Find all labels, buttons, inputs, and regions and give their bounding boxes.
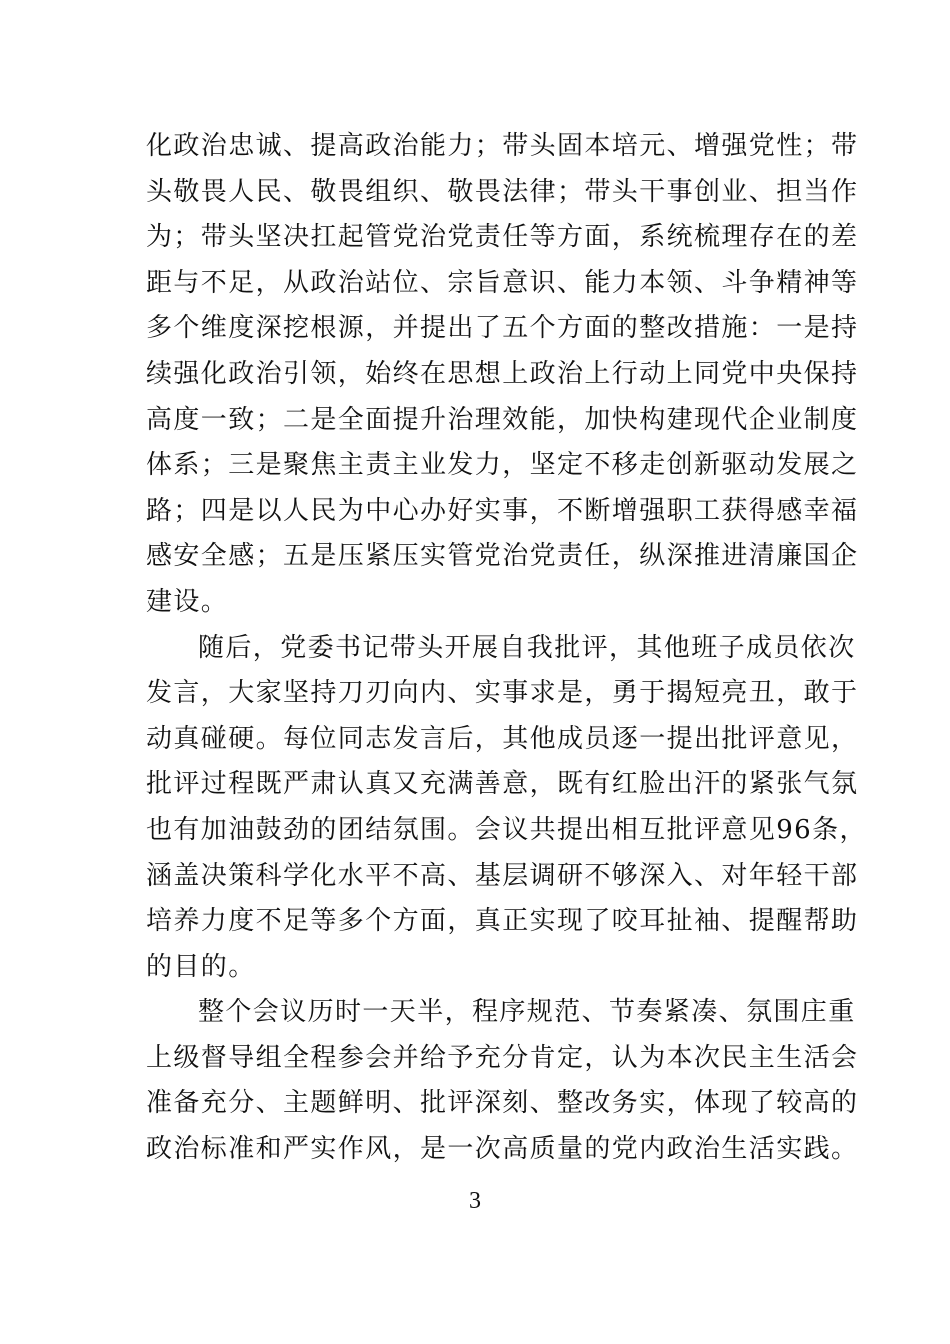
text-line: 距与不足，从政治站位、宗旨意识、能力本领、斗争精神等: [146, 267, 859, 298]
text-line: 涵盖决策科学化水平不高、基层调研不够深入、对年轻干部: [146, 860, 859, 891]
text-line: 建设。: [146, 586, 229, 617]
paragraph-1: [146, 124, 859, 626]
page-number: 3: [469, 1188, 481, 1214]
text-line: 批评过程既严肃认真又充满善意，既有红脸出汗的紧张气氛: [146, 769, 859, 800]
text-line: 整个会议历时一天半，程序规范、节奏紧凑、氛围庄重: [198, 997, 856, 1028]
text-line: 头敬畏人民、敬畏组织、敬畏法律；带头干事创业、担当作: [146, 176, 859, 207]
text-line: 为；带头坚决扛起管党治党责任等方面，系统梳理存在的差: [146, 222, 859, 253]
text-line: 多个维度深挖根源，并提出了五个方面的整改措施：一是持: [146, 313, 859, 344]
text-line: 政治标准和严实作风，是一次高质量的党内政治生活实践。: [146, 1134, 859, 1165]
text-line: 上级督导组全程参会并给予充分肯定，认为本次民主生活会: [146, 1042, 859, 1073]
paragraph-2: [146, 626, 867, 991]
text-line: 准备充分、主题鲜明、批评深刻、整改务实，体现了较高的: [146, 1088, 859, 1119]
text-line: 感安全感；五是压紧压实管党治党责任，纵深推进清廉国企: [146, 541, 859, 572]
text-line: 高度一致；二是全面提升治理效能，加快构建现代企业制度: [146, 404, 859, 435]
text-line: 培养力度不足等多个方面，真正实现了咬耳扯袖、提醒帮助: [146, 906, 859, 937]
text-line: 体系；三是聚焦主责主业发力，坚定不移走创新驱动发展之: [146, 450, 859, 481]
paragraph-3: [146, 990, 859, 1172]
text-line: 化政治忠诚、提高政治能力；带头固本培元、增强党性；带: [146, 131, 859, 161]
text-line: 随后，党委书记带头开展自我批评，其他班子成员依次: [198, 632, 856, 663]
text-line: 发言，大家坚持刀刃向内、实事求是，勇于揭短亮丑，敢于: [146, 678, 859, 709]
text-line: 续强化政治引领，始终在思想上政治上行动上同党中央保持: [146, 358, 859, 389]
text-line: 的目的。: [146, 951, 256, 982]
text-line: 也有加油鼓劲的团结氛围。会议共提出相互批评意见96条，: [146, 814, 867, 845]
text-line: 路；四是以人民为中心办好实事，不断增强职工获得感幸福: [146, 495, 859, 526]
document-body: [146, 124, 867, 1173]
text-line: 动真碰硬。每位同志发言后，其他成员逐一提出批评意见，: [146, 723, 859, 754]
